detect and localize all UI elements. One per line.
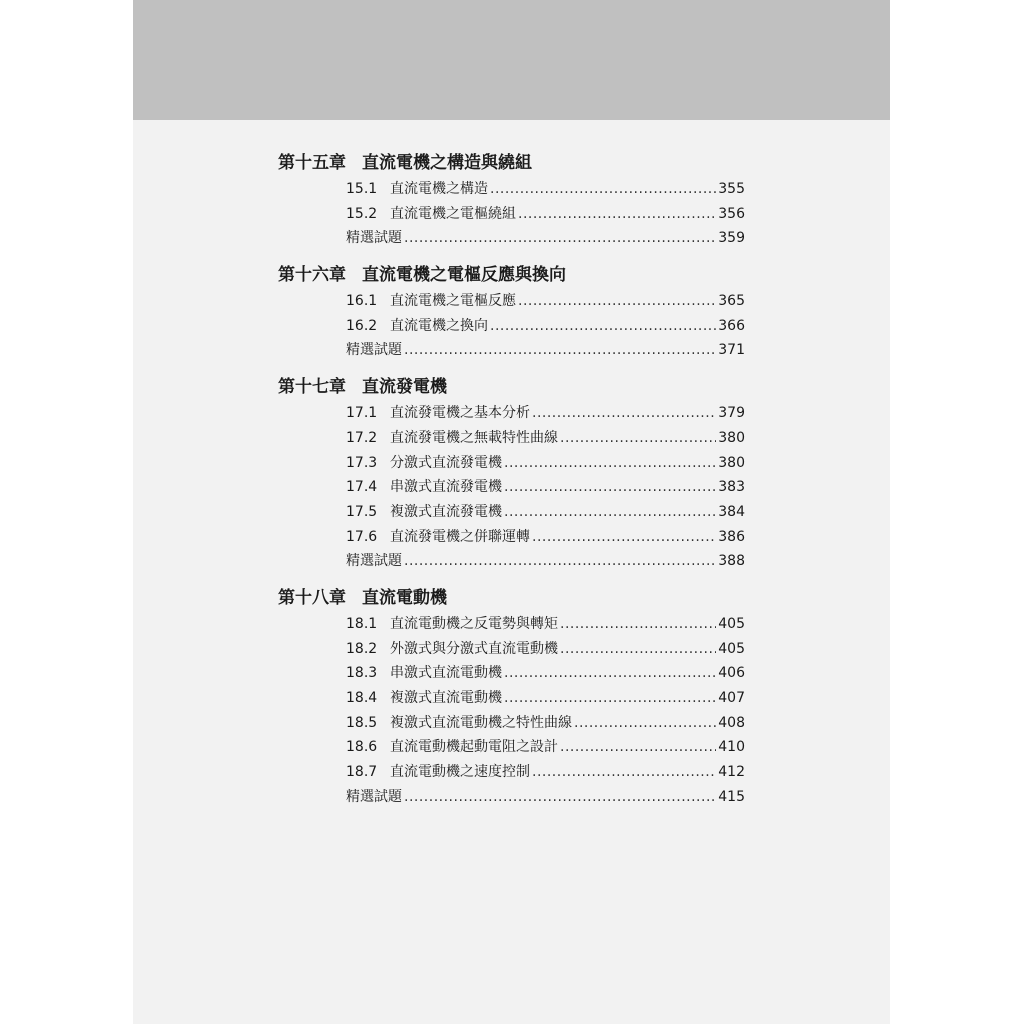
chapter-heading <box>278 374 745 400</box>
toc-entry[interactable] <box>346 475 745 500</box>
page-number: 380 <box>718 429 745 446</box>
toc-entry[interactable] <box>346 401 745 426</box>
section-title: 複激式直流電動機 <box>390 690 502 706</box>
page-number: 365 <box>718 293 745 310</box>
toc-entry[interactable] <box>346 612 745 637</box>
toc-entry[interactable] <box>346 226 745 251</box>
chapter-heading <box>278 262 745 288</box>
dot-leader <box>560 426 716 451</box>
dot-leader <box>490 177 716 202</box>
page-number: 383 <box>718 479 745 496</box>
toc-entry[interactable] <box>346 735 745 760</box>
section-number: 16.1 <box>346 293 378 310</box>
toc-entry[interactable] <box>346 661 745 686</box>
section-title: 精選試題 <box>346 230 402 247</box>
chapter-title: 直流電動機 <box>362 587 447 608</box>
dot-leader <box>532 401 716 426</box>
toc-entry[interactable] <box>346 451 745 476</box>
toc-entry[interactable] <box>346 760 745 785</box>
page-number: 406 <box>718 665 745 682</box>
toc-entry[interactable] <box>346 426 745 451</box>
chapter-heading <box>278 585 745 611</box>
section-title: 直流發電機之併聯運轉 <box>390 528 530 545</box>
dot-leader <box>560 612 716 637</box>
section-number: 15.2 <box>346 205 378 222</box>
dot-leader <box>532 525 716 550</box>
chapter-title: 直流電機之電樞反應與換向 <box>362 265 566 286</box>
page-number: 371 <box>718 342 745 359</box>
section-title: 直流電機之電樞反應 <box>390 293 516 310</box>
page-number: 356 <box>718 205 745 222</box>
page-number: 415 <box>718 788 745 805</box>
toc-entry[interactable] <box>346 202 745 227</box>
page-number: 388 <box>718 553 745 570</box>
chapter-title: 直流電機之構造與繞組 <box>362 153 532 173</box>
section-title: 直流電機之電樞繞組 <box>390 205 516 222</box>
chapter-18 <box>278 585 745 810</box>
section-title: 串激式直流發電機 <box>390 479 502 496</box>
section-title: 精選試題 <box>346 342 402 359</box>
chapter-16 <box>278 262 745 363</box>
section-number: 18.2 <box>346 640 378 657</box>
section-title: 複激式直流電動機之特性曲線 <box>390 714 572 731</box>
chapter-15 <box>278 150 745 251</box>
table-of-contents <box>278 150 745 815</box>
dot-leader <box>504 451 716 476</box>
toc-entry[interactable] <box>346 289 745 314</box>
section-title: 外激式與分激式直流電動機 <box>390 640 558 657</box>
section-number: 17.1 <box>346 405 378 422</box>
chapter-heading <box>278 150 745 176</box>
section-number: 18.7 <box>346 764 378 781</box>
chapter-number: 第十五章 <box>278 153 346 173</box>
dot-leader <box>574 711 716 736</box>
chapter-title: 直流發電機 <box>362 377 447 398</box>
section-title: 分激式直流發電機 <box>390 454 502 471</box>
toc-entry[interactable] <box>346 177 745 202</box>
dot-leader <box>404 338 716 363</box>
document-page <box>133 0 890 1024</box>
section-title: 直流電動機之速度控制 <box>390 764 530 781</box>
section-title: 串激式直流電動機 <box>390 665 502 682</box>
toc-entry[interactable] <box>346 686 745 711</box>
dot-leader <box>560 637 716 662</box>
page-number: 407 <box>718 690 745 706</box>
section-number: 16.2 <box>346 317 378 334</box>
dot-leader <box>518 202 716 227</box>
page-number: 386 <box>718 528 745 545</box>
dot-leader <box>490 314 716 339</box>
toc-entry[interactable] <box>346 500 745 525</box>
page-number: 408 <box>718 714 745 731</box>
section-number: 17.5 <box>346 503 378 520</box>
section-title: 直流發電機之無載特性曲線 <box>390 429 558 446</box>
section-number: 15.1 <box>346 181 378 197</box>
section-number: 17.3 <box>346 454 378 471</box>
section-number: 18.1 <box>346 615 378 632</box>
section-number: 17.6 <box>346 528 378 545</box>
section-title: 複激式直流發電機 <box>390 503 502 520</box>
page-number: 359 <box>718 230 745 247</box>
page-number: 412 <box>718 764 745 781</box>
toc-entry[interactable] <box>346 525 745 550</box>
toc-entry[interactable] <box>346 785 745 810</box>
page-number: 379 <box>718 405 745 422</box>
section-title: 直流電機之換向 <box>390 317 488 334</box>
toc-entry[interactable] <box>346 637 745 662</box>
page-number: 405 <box>718 615 745 632</box>
section-title: 精選試題 <box>346 788 402 805</box>
dot-leader <box>504 661 716 686</box>
dot-leader <box>518 289 716 314</box>
section-number: 17.4 <box>346 479 378 496</box>
page-number: 366 <box>718 317 745 334</box>
section-number: 18.4 <box>346 690 378 706</box>
chapter-17 <box>278 374 745 574</box>
section-number: 18.3 <box>346 665 378 682</box>
dot-leader <box>532 760 716 785</box>
page-number: 410 <box>718 739 745 756</box>
dot-leader <box>404 785 716 810</box>
chapter-number: 第十八章 <box>278 587 346 608</box>
dot-leader <box>404 549 716 574</box>
section-number: 17.2 <box>346 429 378 446</box>
section-title: 精選試題 <box>346 553 402 570</box>
dot-leader <box>504 500 716 525</box>
dot-leader <box>504 475 716 500</box>
section-number: 18.6 <box>346 739 378 756</box>
toc-entry[interactable] <box>346 338 745 363</box>
section-title: 直流電動機起動電阻之設計 <box>390 739 558 756</box>
chapter-number: 第十六章 <box>278 265 346 286</box>
toc-entry[interactable] <box>346 549 745 574</box>
toc-entry[interactable] <box>346 314 745 339</box>
dot-leader <box>404 226 716 251</box>
dot-leader <box>560 735 716 760</box>
header-band <box>133 0 890 120</box>
page-number: 380 <box>718 454 745 471</box>
chapter-number: 第十七章 <box>278 377 346 398</box>
dot-leader <box>504 686 716 711</box>
page-number: 405 <box>718 640 745 657</box>
section-title: 直流發電機之基本分析 <box>390 405 530 422</box>
section-number: 18.5 <box>346 714 378 731</box>
page-number: 384 <box>718 503 745 520</box>
page-number: 355 <box>718 181 745 197</box>
section-title: 直流電動機之反電勢與轉矩 <box>390 615 558 632</box>
toc-entry[interactable] <box>346 711 745 736</box>
section-title: 直流電機之構造 <box>390 181 488 197</box>
